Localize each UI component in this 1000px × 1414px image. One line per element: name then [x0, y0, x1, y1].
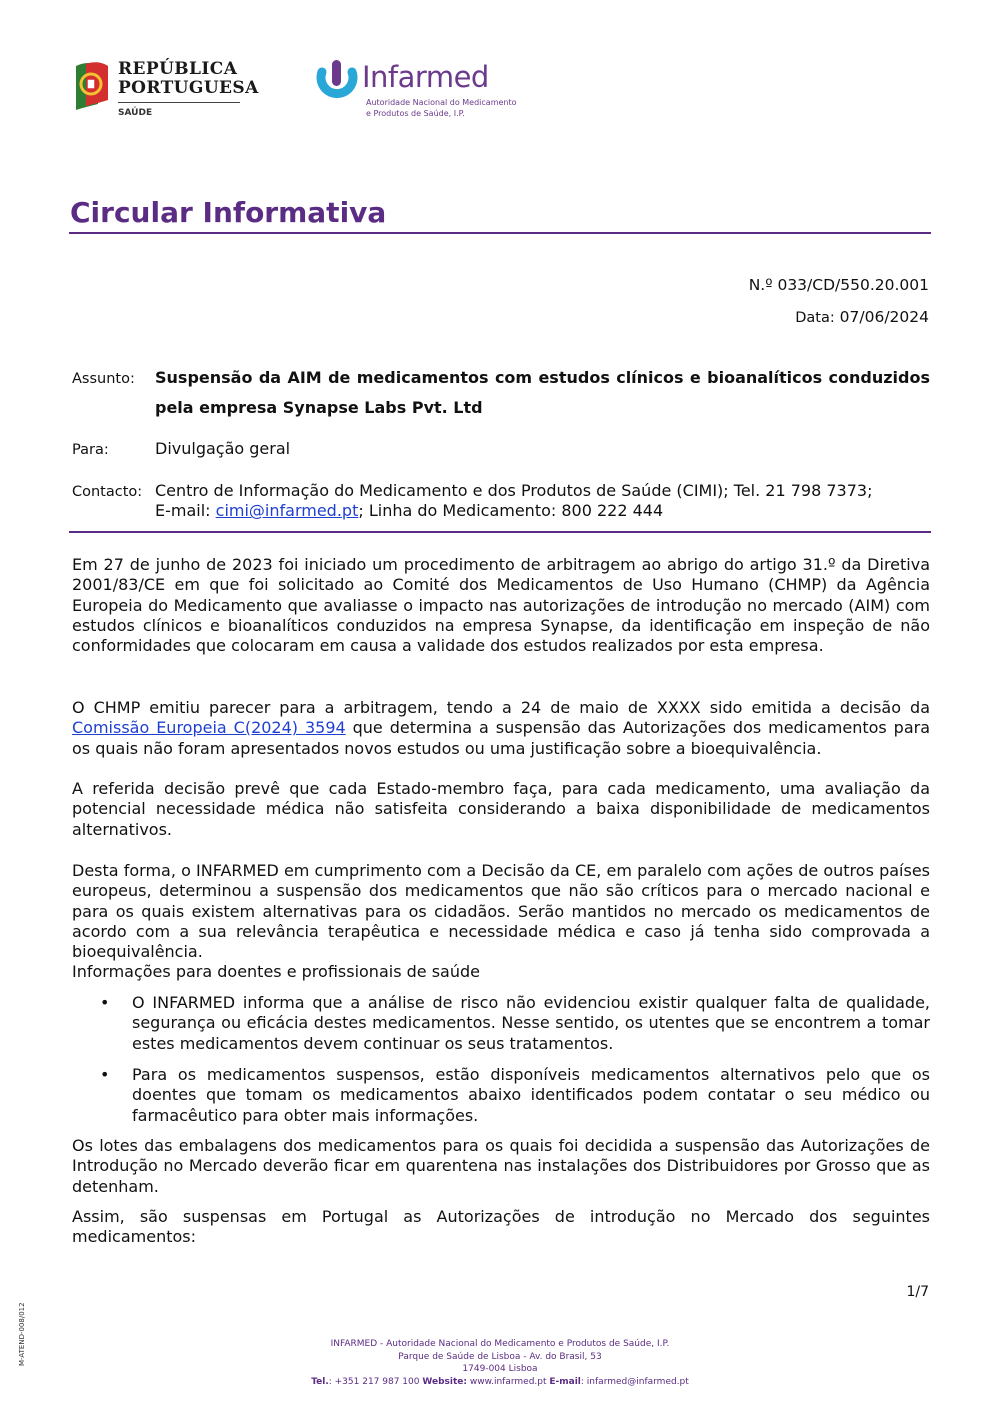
republica-divider: [118, 102, 240, 103]
footer-website-label: Website:: [422, 1376, 467, 1387]
contacto-line1: Centro de Informação do Medicamento e dos Produtos de Saúde (CIMI); Tel. 21 798 7373;: [155, 481, 873, 500]
document-title: Circular Informativa: [70, 196, 387, 229]
bullet-text: Para os medicamentos suspensos, estão disponíveis medicamentos alternativos pelo que os doentes que tomam os medicamentos abaixo identificados podem contatar o seu médico ou farmacêutico para obter mais informações.: [132, 1065, 930, 1125]
infarmed-mark-icon: [314, 58, 360, 106]
footer-tel-value: : +351 217 987 100: [328, 1376, 420, 1387]
paragraph-5: Os lotes das embalagens dos medicamentos para os quais foi decidida a suspensão das Autorizações de Introdução no Mercado deverão ficar em quarentena nas instalações dos Distribuidores por Grosso que as detenham.: [72, 1136, 930, 1196]
contacto-email-prefix: E-mail:: [155, 501, 211, 520]
bullet-dot-icon: •: [100, 993, 110, 1012]
footer: [200, 1338, 800, 1388]
paragraph-2-intro: O CHMP emitiu parecer para a arbitragem, tendo a 24 de maio de XXXX sido emitida a decisão da: [72, 698, 930, 717]
circular-number: N.º 033/CD/550.20.001: [748, 276, 929, 294]
page-number: 1/7: [906, 1284, 929, 1300]
footer-email-value[interactable]: : infarmed@infarmed.pt: [580, 1376, 689, 1387]
republica-line2: PORTUGUESA: [118, 78, 259, 98]
infarmed-subtitle-line2: e Produtos de Saúde, I.P.: [366, 109, 465, 118]
paragraph-4: Desta forma, o INFARMED em cumprimento com a Decisão da CE, em paralelo com ações de outros países europeus, determinou a suspensão dos medicamentos que não são críticos para o mercado nacional e para os quais existem alternativas para os cidadãos. Serão mantidos no mercado os medicamentos de acordo com a sua relevância terapêutica e necessidade médica e caso já tenha sido comprovada a bioequivalência.: [72, 861, 930, 962]
date-label: Data:: [795, 310, 835, 326]
title-underline: [69, 232, 931, 234]
infarmed-subtitle-line1: Autoridade Nacional do Medicamento: [366, 98, 517, 107]
contacto-value: [155, 481, 930, 521]
infarmed-logo: [314, 58, 517, 122]
footer-postcode: 1749-004 Lisboa: [462, 1364, 538, 1374]
republica-line1: REPÚBLICA: [118, 59, 238, 79]
contacto-phone-info: ; Linha do Medicamento: 800 222 444: [358, 501, 664, 520]
form-code: M-ATEND-008/012: [18, 1302, 26, 1366]
contacto-email-link[interactable]: cimi@infarmed.pt: [215, 501, 359, 520]
commission-decision-link[interactable]: Comissão Europeia C(2024) 3594: [72, 718, 346, 738]
footer-tel-label: Tel.: [311, 1376, 329, 1387]
bullet-dot-icon: •: [100, 1065, 110, 1084]
bullet-item: [72, 1065, 930, 1127]
header-bottom-rule: [69, 531, 931, 533]
section-subheading: Informações para doentes e profissionais de saúde: [72, 962, 480, 981]
footer-email-label: E-mail: [549, 1376, 581, 1387]
bullet-item: [72, 993, 930, 1055]
coat-of-arms-icon: [72, 60, 112, 112]
republica-portuguesa-logo: [72, 59, 259, 122]
contacto-line2: [155, 501, 930, 521]
bullet-text: O INFARMED informa que a análise de risco não evidenciou existir qualquer falta de qualidade, segurança ou eficácia destes medicamentos. Nesse sentido, os utentes que se encontrem a tomar estes medicamentos devem continuar os seus tratamentos.: [132, 993, 930, 1053]
paragraph-2: [72, 698, 930, 759]
circular-date: [795, 308, 929, 326]
paragraph-1: Em 27 de junho de 2023 foi iniciado um procedimento de arbitragem ao abrigo do artigo 31.º da Diretiva 2001/83/CE em que foi solicitado ao Comité dos Medicamentos de Uso Humano (CHMP) da Agência Europeia do Medicamento que avaliasse o impacto nas autorizações de introdução no mercado (AIM) com estudos clínicos e bioanalíticos conduzidos na empresa Synapse, da identificação em inspeção de não conformidades que colocaram em causa a validade dos estudos realizados por esta empresa.: [72, 555, 930, 656]
republica-saude-label: SAÚDE: [118, 108, 153, 118]
para-value: Divulgação geral: [155, 439, 291, 458]
assunto-label: Assunto:: [72, 371, 135, 387]
date-value: 07/06/2024: [839, 308, 929, 326]
footer-website-value[interactable]: www.infarmed.pt: [469, 1376, 547, 1387]
footer-org-name: INFARMED - Autoridade Nacional do Medicamento e Produtos de Saúde, I.P.: [330, 1339, 670, 1349]
paragraph-2-rest: que determina a suspensão das Autorizações dos medicamentos para os quais não foram apresentados novos estudos ou uma justificação sobre a bioequivalência.: [72, 718, 931, 758]
paragraph-6: Assim, são suspensas em Portugal as Autorizações de introdução no Mercado dos seguintes medicamentos:: [72, 1207, 930, 1247]
contacto-label: Contacto:: [72, 484, 143, 500]
footer-address: Parque de Saúde de Lisboa - Av. do Brasil, 53: [398, 1351, 602, 1362]
para-label: Para:: [72, 442, 109, 458]
footer-contacts: [200, 1376, 800, 1389]
assunto-value: Suspensão da AIM de medicamentos com estudos clínicos e bioanalíticos conduzidos pela empresa Synapse Labs Pvt. Ltd: [155, 368, 930, 417]
infarmed-name: Infarmed: [362, 60, 489, 94]
paragraph-3: A referida decisão prevê que cada Estado-membro faça, para cada medicamento, uma avaliação da potencial necessidade médica não satisfeita considerando a baixa disponibilidade de medicamentos alternativos.: [72, 779, 930, 839]
